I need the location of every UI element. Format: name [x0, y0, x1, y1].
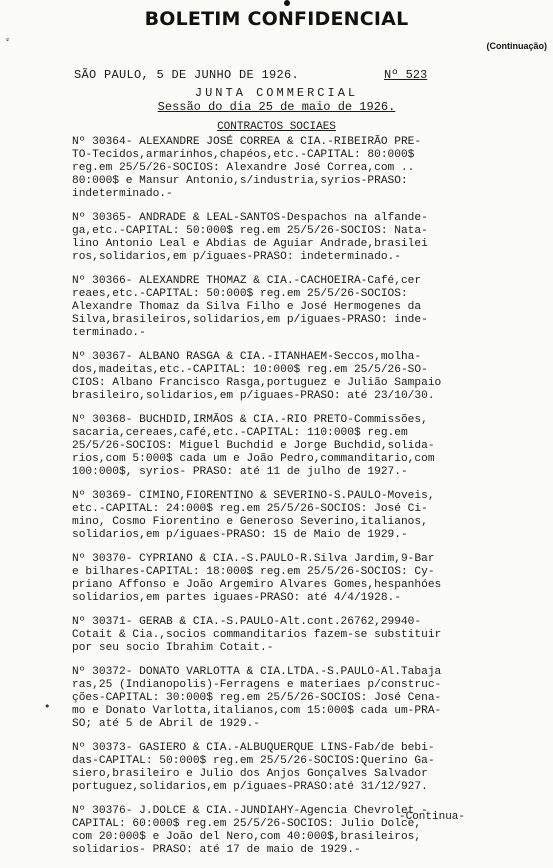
- entry-line: ros,solidarios,em p/iguaes-PRASO: indeterminado.-: [72, 251, 401, 263]
- entry-line: Nº 30368- BUCHDID,IRMÃOS & CIA.-RIO PRETO-Commissões,: [72, 414, 428, 426]
- entry-line: portuguez,solidarios,em p/iguaes-PRASO:até 31/12/927.: [72, 781, 428, 793]
- issue-number: Nº 523: [384, 68, 428, 82]
- ink-dot: [284, 0, 290, 6]
- entry-line: lino Antonio Leal e Abdias de Aguiar Andrade,brasilei: [72, 238, 428, 250]
- entry-line: Nº 30366- ALEXANDRE THOMAZ & CIA.-CACHOEIRA-Café,cer: [72, 275, 422, 287]
- entries-list: [72, 136, 482, 868]
- entry-line: 100:000$, syrios- PRASO: até 11 de julho de 1927.-: [72, 466, 408, 478]
- entry-line: solidarios- PRASO: até 17 de maio de 1929.-: [72, 844, 361, 856]
- entry-line: Nº 30372- DONATO VARLOTTA & CIA.LTDA.-S.PAULO-Al.Tabaja: [72, 666, 442, 678]
- entry-line: priano Affonso e João Argemiro Alvares Gomes,hespanhóes: [72, 579, 442, 591]
- entry-line: Alexandre Thomaz da Silva Filho e José Hermogenes da: [72, 301, 422, 313]
- registry-entry: [72, 490, 482, 542]
- entry-line: 80:000$ e Mansur Antonio,s/industria,syrios-PRASO:: [72, 175, 408, 187]
- continuation-label: (Continuação): [486, 41, 547, 51]
- entry-line: reg.em 25/5/26-SOCIOS: Alexandre José Correa,com ..: [72, 162, 415, 174]
- bulletin-title: BOLETIM CONFIDENCIAL: [144, 8, 409, 30]
- entry-line: Nº 30369- CIMINO,FIORENTINO & SEVERINO-S.PAULO-Moveis,: [72, 490, 435, 502]
- entry-line: TO-Tecidos,armarinhos,chapéos,etc.-CAPITAL: 80:000$: [72, 149, 415, 161]
- entry-line: solidarios,em p/iguaes-PRASO: 15 de Maio de 1929.-: [72, 529, 408, 541]
- entry-line: Nº 30370- CYPRIANO & CIA.-S.PAULO-R.Silva Jardim,9-Bar: [72, 553, 435, 565]
- entry-line: SO; até 5 de Abril de 1929.-: [72, 718, 260, 730]
- entry-line: ras,25 (Indianopolis)-Ferragens e materiaes p/construc-: [72, 679, 442, 691]
- entry-line: ga,etc.-CAPITAL: 50:000$ reg.em 25/5/26-SOCIOS: Nata-: [72, 225, 428, 237]
- entry-line: mo e Donato Varlotta,italianos,com 15:000$ cada um-PRA-: [72, 705, 442, 717]
- entry-line: por seu socio Ibrahim Cotait.-: [72, 642, 274, 654]
- section-heading: CONTRACTOS SOCIAES: [217, 121, 336, 133]
- entry-line: com 20:000$ e João del Nero,com 40:000$,brasileiros,: [72, 831, 422, 843]
- entry-line: Nº 30371- GERAB & CIA.-S.PAULO-Alt.cont.26762,29940-: [72, 616, 422, 628]
- entry-line: Nº 30373- GASIERO & CIA.-ALBUQUERQUE LINS-Fab/de bebi-: [72, 742, 435, 754]
- registry-entry: [72, 616, 482, 655]
- margin-mark: ⸗: [6, 35, 9, 45]
- board-heading: JUNTA COMMERCIAL: [194, 86, 359, 100]
- entry-line: Nº 30364- ALEXANDRE JOSÉ CORREA & CIA.-RIBEIRÃO PRE-: [72, 136, 422, 148]
- registry-entry: [72, 553, 482, 605]
- entry-line: siero,brasileiro e Julio dos Anjos Gonçalves Salvador: [72, 768, 428, 780]
- margin-mark: •: [44, 700, 51, 713]
- entry-line: sacaria,cereaes,café,etc.-CAPITAL: 110:000$ reg.em: [72, 427, 408, 439]
- entry-line: CIOS: Albano Francisco Rasga,portuguez e Julião Sampaio: [72, 377, 442, 389]
- entry-line: Silva,brasileiros,solidarios,em p/iguaes-PRASO: inde-: [72, 314, 428, 326]
- entry-line: dos,madeitas,etc.-CAPITAL: 10:000$ reg.em 25/5/26-SO-: [72, 364, 428, 376]
- entry-line: das-CAPITAL: 50:000$ reg.em 25/5/26-SOCIOS:Querino Ga-: [72, 755, 435, 767]
- entry-line: CAPITAL: 60:000$ reg.em 25/5/26-SOCIOS: Julio Dolce,: [72, 818, 422, 830]
- dateline: SÃO PAULO, 5 DE JUNHO DE 1926.: [74, 68, 300, 82]
- entry-line: Nº 30367- ALBANO RASGA & CIA.-ITANHAEM-Seccos,molha-: [72, 351, 422, 363]
- registry-entry: [72, 351, 482, 403]
- entry-line: solidarios,em partes iguaes-PRASO: até 4/4/1928.-: [72, 592, 401, 604]
- entry-line: Nº 30376- J.DOLCE & CIA.-JUNDIAHY-Agencia Chevrolet -: [72, 805, 428, 817]
- registry-entry: [72, 275, 482, 340]
- registry-entry: [72, 212, 482, 264]
- entry-line: reaes,etc.-CAPITAL: 50:000$ reg.em 25/5/26-SOCIOS:: [72, 288, 408, 300]
- entry-line: mino, Cosmo Fiorentino e Generoso Severino,italianos,: [72, 516, 428, 528]
- entry-line: etc.-CAPITAL: 24:000$ reg.em 25/5/26-SOCIOS: José Ci-: [72, 503, 428, 515]
- entry-line: e bilhares-CAPITAL: 18:000$ reg.em 25/5/26-SOCIOS: Cy-: [72, 566, 435, 578]
- entry-line: terminado.-: [72, 327, 146, 339]
- entry-line: brasileiro,solidarios,em p/iguaes-PRASO: até 23/10/30.: [72, 390, 435, 402]
- entry-line: Nº 30365- ANDRADE & LEAL-SANTOS-Despachos na alfande-: [72, 212, 428, 224]
- entry-line: Cotait & Cia.,socios commanditarios fazem-se substituir: [72, 629, 442, 641]
- registry-entry: [72, 136, 482, 201]
- entry-line: ções-CAPITAL: 30:000$ reg.em 25/5/26-SOCIOS: José Cena-: [72, 692, 442, 704]
- entry-line: 25/5/26-SOCIOS: Miguel Buchdid e Jorge Buchdid,solida-: [72, 440, 435, 452]
- continued-label: -Continua-: [399, 811, 466, 823]
- session-heading: Sessão do dia 25 de maio de 1926.: [157, 100, 396, 114]
- registry-entry: [72, 414, 482, 479]
- entry-line: rios,com 5:000$ cada um e João Pedro,commanditario,com: [72, 453, 435, 465]
- registry-entry: [72, 742, 482, 794]
- registry-entry: [72, 666, 482, 731]
- entry-line: indeterminado.-: [72, 188, 173, 200]
